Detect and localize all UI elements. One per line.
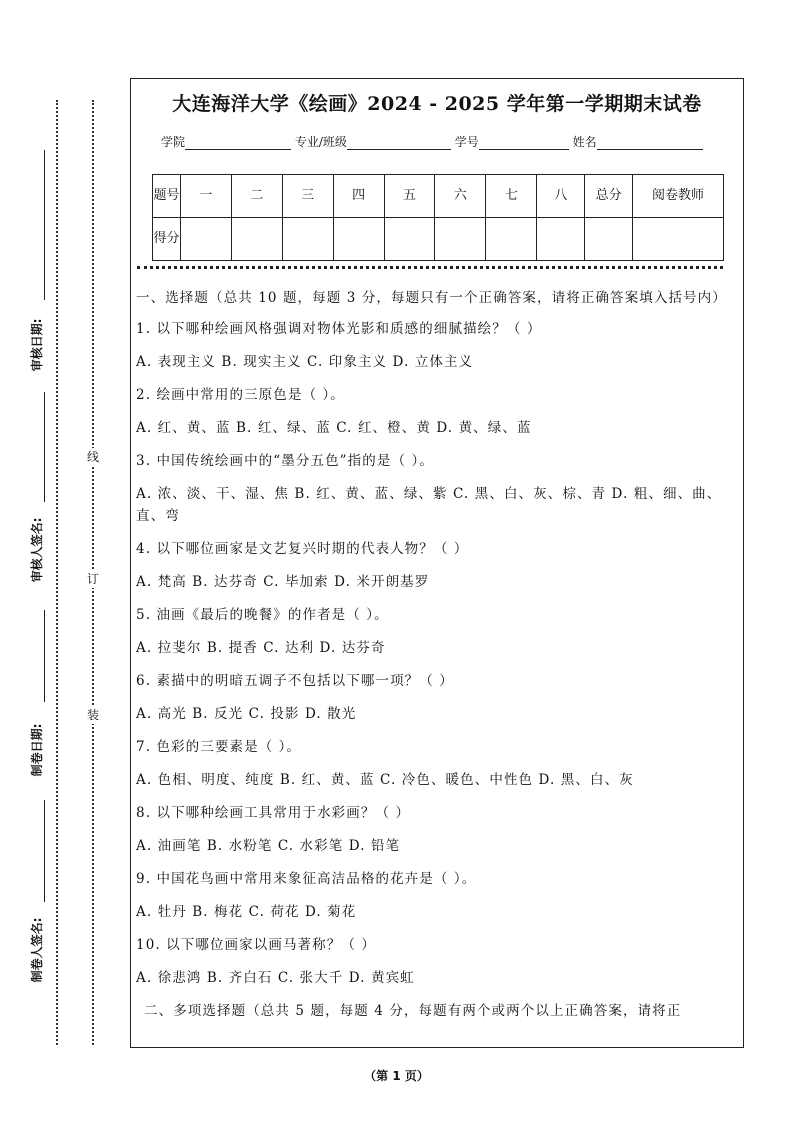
score-header-cell: 二 [231, 175, 282, 218]
question-text: 3. 中国传统绘画中的“墨分五色”指的是（ ）。 [136, 453, 434, 469]
name-label: 姓名 [572, 135, 597, 149]
score-cell[interactable] [333, 218, 384, 261]
question-options: A. 浓、淡、干、湿、焦 B. 红、黄、蓝、绿、紫 C. 黑、白、灰、棕、青 D. 粗、细、曲、直、弯 [136, 486, 722, 524]
section-1-heading: 一、选择题（总共 10 题，每题 3 分，每题只有一个正确答案，请将正确答案填入括号内） [136, 290, 727, 306]
score-cell[interactable] [633, 218, 724, 261]
question-options: A. 油画笔 B. 水粉笔 C. 水彩笔 D. 铅笔 [136, 838, 401, 854]
binding-mark-zhuang: 装 [86, 708, 99, 722]
reviewer-sign-line [44, 392, 45, 502]
question-options: A. 高光 B. 反光 C. 投影 D. 散光 [136, 706, 357, 722]
major-label: 专业/班级 [294, 135, 347, 149]
question-options: A. 红、黄、蓝 B. 红、绿、蓝 C. 红、橙、黄 D. 黄、绿、蓝 [136, 420, 532, 436]
college-label: 学院 [161, 135, 186, 149]
question-text: 1. 以下哪种绘画风格强调对物体光影和质感的细腻描绘？（ ） [136, 321, 542, 337]
score-header-cell: 五 [384, 175, 435, 218]
page-number: （第 1 页） [364, 1069, 429, 1083]
score-value-row [153, 218, 724, 261]
student-info-row [161, 133, 703, 150]
section-2-heading: 二、多项选择题（总共 5 题，每题 4 分，每题有两个或两个以上正确答案，请将正 [144, 1003, 682, 1019]
score-cell[interactable] [384, 218, 435, 261]
score-cell[interactable] [585, 218, 633, 261]
score-table [152, 174, 724, 261]
make-date-line [44, 610, 45, 702]
score-cell[interactable] [435, 218, 486, 261]
question-text: 10. 以下哪位画家以画马著称？（ ） [136, 937, 376, 953]
question-options: A. 表现主义 B. 现实主义 C. 印象主义 D. 立体主义 [136, 354, 474, 370]
score-cell[interactable] [180, 218, 231, 261]
score-cell[interactable] [537, 218, 585, 261]
score-cell[interactable] [486, 218, 537, 261]
score-header-cell: 八 [537, 175, 585, 218]
score-header-cell: 题号 [153, 175, 181, 218]
question-text: 6. 素描中的明暗五调子不包括以下哪一项？（ ） [136, 673, 454, 689]
score-header-cell: 七 [486, 175, 537, 218]
binding-mark-ding: 订 [86, 572, 99, 586]
major-field[interactable] [347, 136, 451, 150]
score-row-label: 得分 [153, 218, 181, 261]
name-field[interactable] [597, 136, 703, 150]
question-options: A. 牡丹 B. 梅花 C. 荷花 D. 菊花 [136, 904, 357, 920]
question-text: 8. 以下哪种绘画工具常用于水彩画？（ ） [136, 805, 411, 821]
question-content [136, 287, 737, 1022]
question-options: A. 色相、明度、纯度 B. 红、黄、蓝 C. 冷色、暖色、中性色 D. 黑、白、灰 [136, 772, 634, 788]
score-header-cell: 六 [435, 175, 486, 218]
make-date-label: 制卷日期: [30, 723, 44, 777]
question-text: 7. 色彩的三要素是（ ）。 [136, 739, 302, 755]
header-separator [137, 266, 723, 269]
exam-frame [130, 78, 744, 1048]
question-text: 5. 油画《最后的晚餐》的作者是（ ）。 [136, 607, 389, 623]
binding-mark-line: 线 [86, 450, 99, 464]
question-options: A. 徐悲鸿 B. 齐白石 C. 张大千 D. 黄宾虹 [136, 970, 415, 986]
question-text: 9. 中国花鸟画中常用来象征高洁品格的花卉是（ ）。 [136, 871, 477, 887]
score-header-cell: 阅卷教师 [633, 175, 724, 218]
binding-dotted-line-outer [56, 100, 58, 1045]
score-header-cell: 三 [282, 175, 333, 218]
student-id-label: 学号 [454, 135, 479, 149]
question-options: A. 拉斐尔 B. 提香 C. 达利 D. 达芬奇 [136, 640, 386, 656]
question-options: A. 梵高 B. 达芬奇 C. 毕加索 D. 米开朗基罗 [136, 574, 430, 590]
college-field[interactable] [185, 136, 291, 150]
question-text: 2. 绘画中常用的三原色是（ ）。 [136, 387, 345, 403]
score-header-cell: 总分 [585, 175, 633, 218]
maker-sign-label: 制卷人签名: [30, 917, 44, 983]
exam-title: 大连海洋大学《绘画》2024 - 2025 学年第一学期期末试卷 [172, 93, 702, 115]
question-text: 4. 以下哪位画家是文艺复兴时期的代表人物？（ ） [136, 541, 469, 557]
score-header-row [153, 175, 724, 218]
review-date-line [44, 150, 45, 300]
maker-sign-line [44, 800, 45, 902]
student-id-field[interactable] [479, 136, 569, 150]
score-header-cell: 一 [180, 175, 231, 218]
score-header-cell: 四 [333, 175, 384, 218]
review-date-label: 审核日期: [30, 318, 44, 372]
reviewer-sign-label: 审核人签名: [30, 517, 44, 583]
score-cell[interactable] [282, 218, 333, 261]
score-cell[interactable] [231, 218, 282, 261]
